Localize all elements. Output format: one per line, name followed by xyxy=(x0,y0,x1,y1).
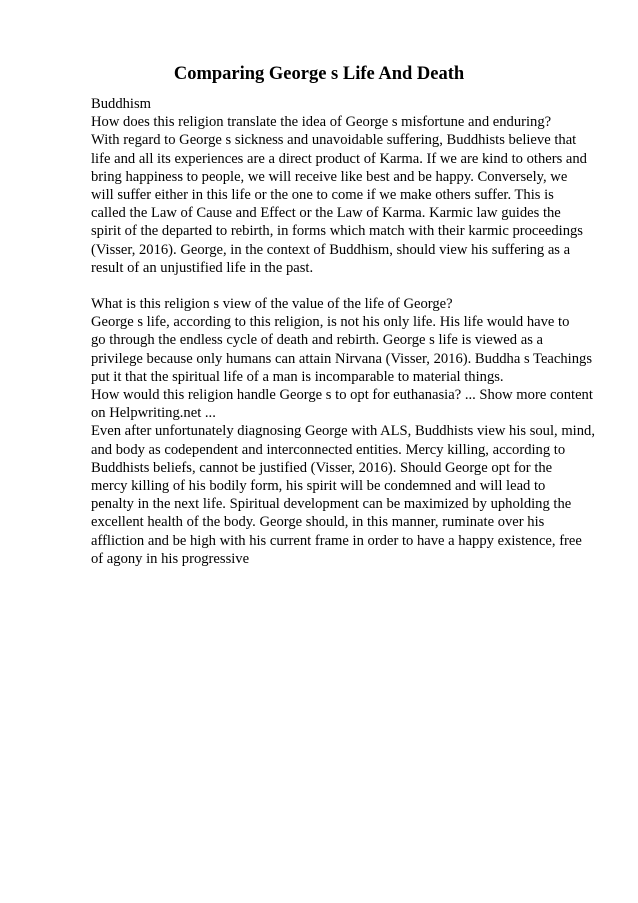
body-line: will suffer either in this life or the one to come if we make others suffer. This is xyxy=(91,186,554,203)
paragraph-spacer xyxy=(91,277,611,295)
body-line: How would this religion handle George s to opt for euthanasia? ... Show more content xyxy=(91,387,593,403)
body-line: Even after unfortunately diagnosing George with ALS, Buddhists view his soul, mind, xyxy=(91,423,595,440)
body-line: bring happiness to people, we will receive like best and be happy. Conversely, we xyxy=(91,168,568,185)
body-line: put it that the spiritual life of a man is incomparable to material things. xyxy=(91,368,504,385)
body-line: (Visser, 2016). George, in the context of Buddhism, should view his suffering as a xyxy=(91,241,571,258)
body-line: What is this religion s view of the value of the life of George? xyxy=(91,296,453,313)
body-line: and body as codependent and interconnected entities. Mercy killing, according to xyxy=(91,441,566,458)
body-line: penalty in the next life. Spiritual development can be maximized by upholding the xyxy=(91,496,572,513)
section-heading: Buddhism xyxy=(91,96,152,112)
body-line: affliction and be high with his current frame in order to have a happy existence, free xyxy=(91,532,582,549)
body-line: called the Law of Cause and Effect or the Law of Karma. Karmic law guides the xyxy=(91,205,561,222)
body-line: of agony in his progressive xyxy=(91,550,250,567)
body-line: go through the endless cycle of death and rebirth. George s life is viewed as a xyxy=(91,332,543,349)
body-line: mercy killing of his bodily form, his spirit will be condemned and will lead to xyxy=(91,477,546,494)
body-line: life and all its experiences are a direct product of Karma. If we are kind to others and xyxy=(91,150,587,167)
document-body xyxy=(91,95,611,568)
body-line: spirit of the departed to rebirth, in forms which match with their karmic proceedings xyxy=(91,223,583,240)
document-title: Comparing George s Life And Death xyxy=(173,64,465,84)
body-line: excellent health of the body. George should, in this manner, ruminate over his xyxy=(91,514,545,531)
body-line: George s life, according to this religion, is not his only life. His life would have to xyxy=(91,314,570,331)
body-line: How does this religion translate the idea of George s misfortune and enduring? xyxy=(91,114,552,131)
body-line: privilege because only humans can attain Nirvana (Visser, 2016). Buddha s Teachings xyxy=(91,350,592,367)
body-line: With regard to George s sickness and unavoidable suffering, Buddhists believe that xyxy=(91,132,577,149)
body-line: Buddhists beliefs, cannot be justified (Visser, 2016). Should George opt for the xyxy=(91,459,553,476)
body-line: on Helpwriting.net ... xyxy=(91,405,216,422)
body-line: result of an unjustified life in the past. xyxy=(91,259,314,276)
